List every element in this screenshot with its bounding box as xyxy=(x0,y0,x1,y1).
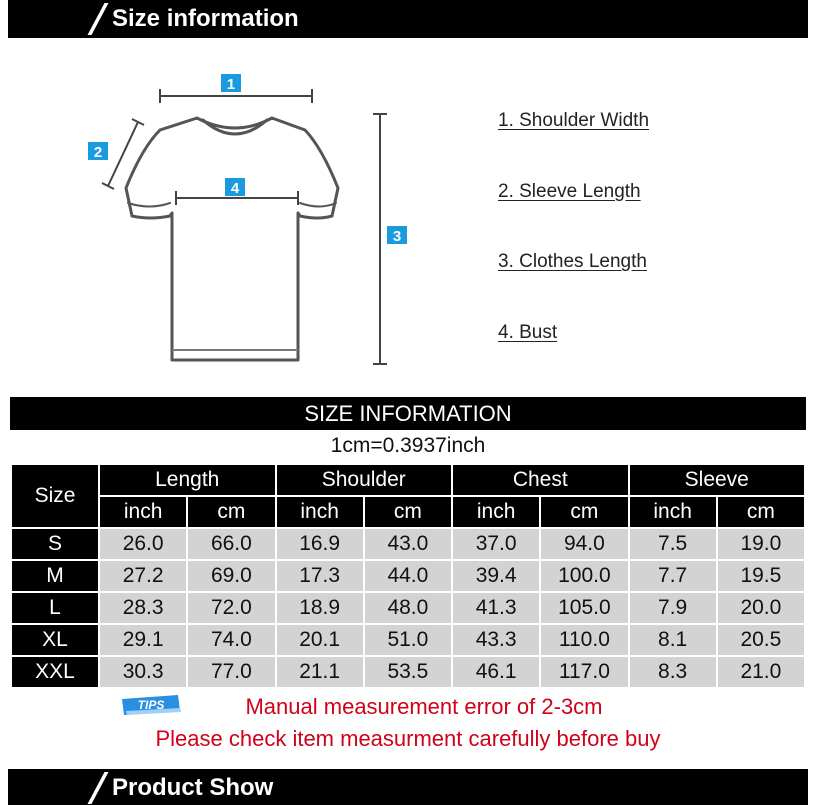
table-row xyxy=(12,593,804,623)
unit-header: inch xyxy=(277,497,363,527)
tshirt-outline-icon xyxy=(0,38,814,392)
value-cell: 30.3 xyxy=(100,657,186,687)
table-row xyxy=(12,561,804,591)
table-row xyxy=(12,625,804,655)
size-table xyxy=(10,463,806,689)
value-cell: 41.3 xyxy=(453,593,539,623)
unit-header: cm xyxy=(188,497,274,527)
legend-sleeve-length: 2. Sleeve Length xyxy=(498,181,641,202)
size-cell: XL xyxy=(12,625,98,655)
unit-header: inch xyxy=(453,497,539,527)
svg-text:1: 1 xyxy=(226,76,236,93)
size-information-header: SIZE INFORMATION xyxy=(10,397,806,430)
legend-bust: 4. Bust xyxy=(498,322,558,343)
unit-conversion: 1cm=0.3937inch xyxy=(330,434,486,457)
value-cell: 20.1 xyxy=(277,625,363,655)
value-cell: 7.5 xyxy=(630,529,716,559)
value-cell: 37.0 xyxy=(453,529,539,559)
value-cell: 43.3 xyxy=(453,625,539,655)
size-cell: L xyxy=(12,593,98,623)
value-cell: 69.0 xyxy=(188,561,274,591)
value-cell: 20.5 xyxy=(718,625,804,655)
value-cell: 43.0 xyxy=(365,529,451,559)
size-cell: XXL xyxy=(12,657,98,687)
banner-title: Size information xyxy=(112,5,299,32)
value-cell: 51.0 xyxy=(365,625,451,655)
legend-clothes-length: 3. Clothes Length xyxy=(498,251,647,272)
value-cell: 48.0 xyxy=(365,593,451,623)
measurement-error-note: Manual measurement error of 2-3cm xyxy=(245,694,603,719)
header-shoulder: Shoulder xyxy=(277,465,452,495)
size-cell: S xyxy=(12,529,98,559)
banner-slash-icon xyxy=(87,3,108,35)
value-cell: 29.1 xyxy=(100,625,186,655)
value-cell: 7.7 xyxy=(630,561,716,591)
marker-3 xyxy=(387,226,407,245)
value-cell: 16.9 xyxy=(277,529,363,559)
value-cell: 44.0 xyxy=(365,561,451,591)
marker-1 xyxy=(221,74,241,93)
banner-title: Product Show xyxy=(112,774,274,801)
size-cell: M xyxy=(12,561,98,591)
check-measurement-note: Please check item measurment carefully before buy xyxy=(155,726,661,751)
value-cell: 8.1 xyxy=(630,625,716,655)
value-cell: 74.0 xyxy=(188,625,274,655)
header-length: Length xyxy=(100,465,275,495)
legend-shoulder-width: 1. Shoulder Width xyxy=(498,110,650,131)
value-cell: 72.0 xyxy=(188,593,274,623)
unit-header: cm xyxy=(718,497,804,527)
value-cell: 110.0 xyxy=(541,625,627,655)
value-cell: 7.9 xyxy=(630,593,716,623)
measurement-diagram xyxy=(0,38,814,392)
marker-4 xyxy=(225,178,245,197)
value-cell: 21.0 xyxy=(718,657,804,687)
value-cell: 27.2 xyxy=(100,561,186,591)
svg-text:3: 3 xyxy=(392,228,402,245)
marker-2 xyxy=(88,142,108,161)
value-cell: 17.3 xyxy=(277,561,363,591)
value-cell: 21.1 xyxy=(277,657,363,687)
value-cell: 8.3 xyxy=(630,657,716,687)
svg-text:2: 2 xyxy=(93,144,103,161)
banner-slash-icon xyxy=(87,772,108,804)
unit-header: inch xyxy=(630,497,716,527)
table-row xyxy=(12,657,804,687)
table-row xyxy=(12,529,804,559)
value-cell: 77.0 xyxy=(188,657,274,687)
value-cell: 117.0 xyxy=(541,657,627,687)
value-cell: 94.0 xyxy=(541,529,627,559)
unit-header: inch xyxy=(100,497,186,527)
value-cell: 100.0 xyxy=(541,561,627,591)
value-cell: 66.0 xyxy=(188,529,274,559)
svg-text:4: 4 xyxy=(230,180,240,197)
value-cell: 19.0 xyxy=(718,529,804,559)
header-sleeve: Sleeve xyxy=(630,465,805,495)
header-size: Size xyxy=(12,465,98,527)
svg-text:TIPS: TIPS xyxy=(137,698,165,712)
value-cell: 39.4 xyxy=(453,561,539,591)
product-show-banner xyxy=(8,769,808,805)
value-cell: 18.9 xyxy=(277,593,363,623)
value-cell: 28.3 xyxy=(100,593,186,623)
value-cell: 105.0 xyxy=(541,593,627,623)
unit-header: cm xyxy=(365,497,451,527)
value-cell: 26.0 xyxy=(100,529,186,559)
unit-header: cm xyxy=(541,497,627,527)
value-cell: 20.0 xyxy=(718,593,804,623)
value-cell: 53.5 xyxy=(365,657,451,687)
size-information-banner xyxy=(8,0,808,38)
header-chest: Chest xyxy=(453,465,628,495)
value-cell: 19.5 xyxy=(718,561,804,591)
value-cell: 46.1 xyxy=(453,657,539,687)
